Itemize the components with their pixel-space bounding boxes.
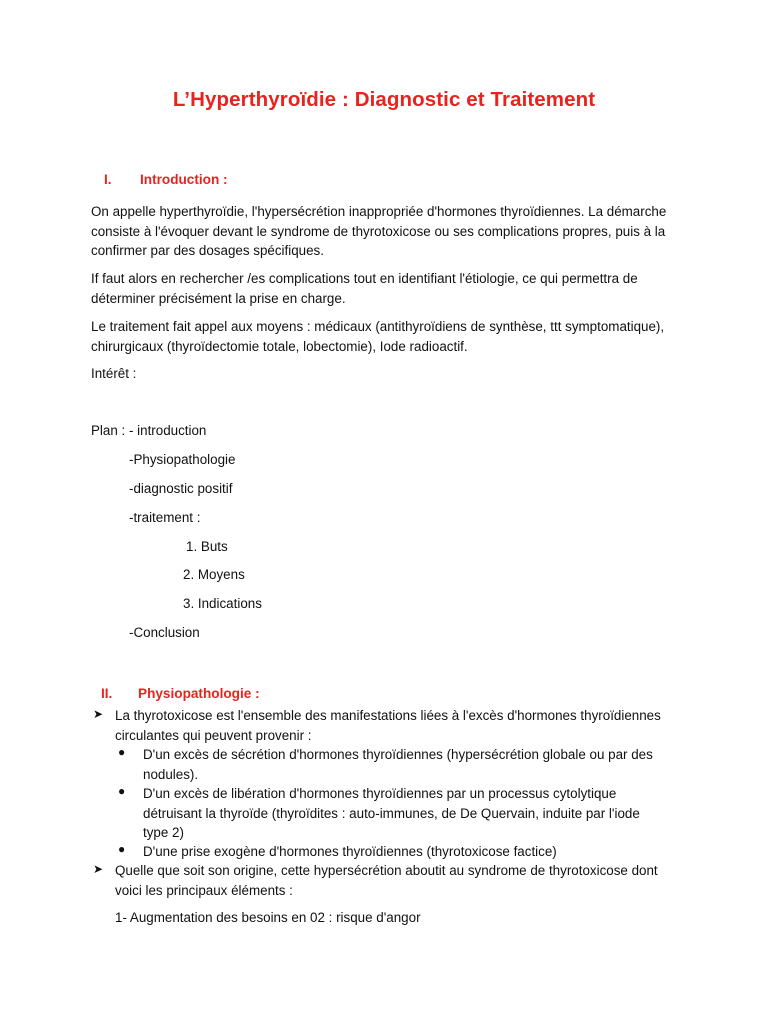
plan-item: -traitement : bbox=[129, 510, 201, 525]
intro-paragraph-3: Le traitement fait appel aux moyens : médicaux (antithyroïdiens de synthèse, ttt symptomatique), chirurgicaux (thyroïdectomie totale, lobectomie), Iode radioactif. bbox=[91, 319, 665, 354]
intro-paragraph-1: On appelle hyperthyroïdie, l'hypersécrétion inappropriée d'hormones thyroïdiennes. La démarche consiste à l'évoquer devant le syndrome de thyrotoxicose ou ses complications propres, puis à la confirmer par des dosages spécifiques. bbox=[91, 204, 667, 258]
document-title: L’Hyperthyroïdie : Diagnostic et Traitement bbox=[172, 88, 596, 111]
arrow-item-text: La thyrotoxicose est l'ensemble des manifestations liées à l'excès d'hormones thyroïdiennes circulantes qui peuvent provenir : bbox=[115, 708, 661, 743]
bullet-item-text: D'un excès de libération d'hormones thyroïdiennes par un processus cytolytique détruisant la thyroïde (thyroïdites : auto-immunes, de De Quervain, induite par l'iode type 2) bbox=[143, 786, 640, 840]
arrow-list-item bbox=[93, 861, 673, 901]
plan-item: -diagnostic positif bbox=[129, 481, 233, 496]
section-title: Introduction : bbox=[140, 172, 228, 187]
arrow-list-item bbox=[93, 706, 673, 746]
section-heading-introduction bbox=[104, 172, 404, 192]
section-heading-physiopathologie bbox=[101, 686, 401, 706]
plan-subitem: 1. Buts bbox=[186, 539, 228, 554]
plan-subitem: 3. Indications bbox=[183, 596, 262, 611]
plan-item: -Physiopathologie bbox=[129, 452, 236, 467]
bullet-list-item bbox=[118, 842, 678, 862]
arrow-bullet-icon: ➤ bbox=[93, 707, 104, 721]
bullet-item-text: D'une prise exogène d'hormones thyroïdiennes (thyrotoxicose factice) bbox=[143, 844, 557, 859]
intro-paragraph-2: If faut alors en rechercher /es complications tout en identifiant l'étiologie, ce qui permettra de déterminer précisément la prise en charge. bbox=[91, 271, 638, 306]
interet-label: Intérêt : bbox=[91, 366, 137, 381]
bullet-list-item bbox=[118, 745, 678, 785]
bullet-icon: ● bbox=[118, 745, 126, 759]
bullet-icon: ● bbox=[118, 784, 126, 798]
section-title: Physiopathologie : bbox=[138, 686, 260, 701]
bullet-icon: ● bbox=[118, 842, 126, 856]
plan-label: Plan : - introduction bbox=[91, 423, 207, 438]
plan-conclusion: -Conclusion bbox=[129, 625, 200, 640]
physio-point-1: 1- Augmentation des besoins en 02 : risque d'angor bbox=[115, 910, 421, 925]
bullet-list-item bbox=[118, 784, 678, 844]
section-number: I. bbox=[104, 172, 112, 187]
plan-subitem: 2. Moyens bbox=[183, 567, 245, 582]
arrow-item-text: Quelle que soit son origine, cette hypersécrétion aboutit au syndrome de thyrotoxicose dont voici les principaux éléments : bbox=[115, 863, 658, 898]
bullet-item-text: D'un excès de sécrétion d'hormones thyroïdiennes (hypersécrétion globale ou par des nodules). bbox=[143, 747, 653, 782]
section-number: II. bbox=[101, 686, 113, 701]
arrow-bullet-icon: ➤ bbox=[93, 862, 104, 876]
